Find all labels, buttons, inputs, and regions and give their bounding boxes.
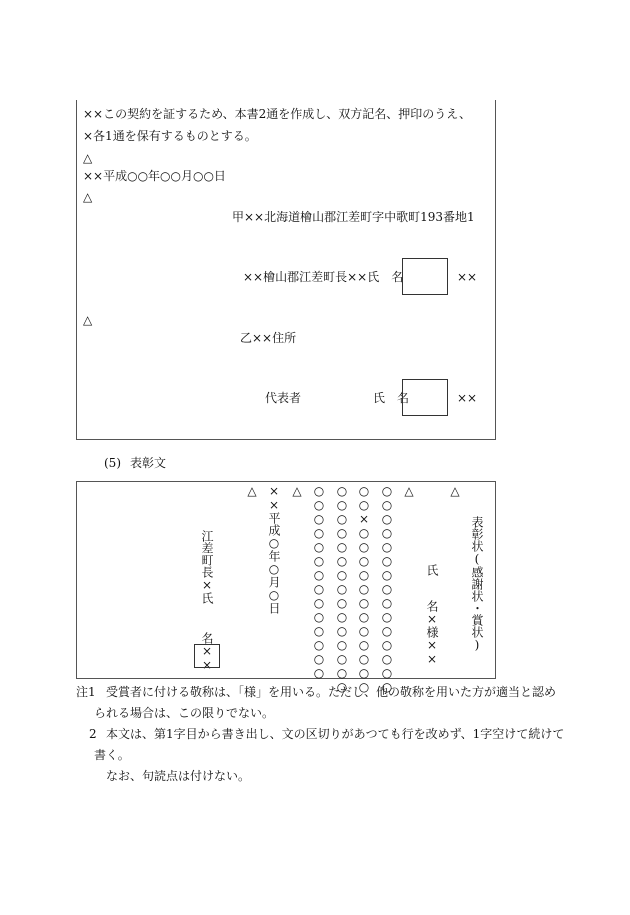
award-seal-box xyxy=(194,644,220,668)
note-2-line-1: 本文は、第1字目から書き出し、文の区切りがあつても行を改めず、1字空けて続けて xyxy=(106,727,565,741)
note-2-line-2: 書く。 xyxy=(94,748,130,762)
award-recipient: 氏 名×様×× xyxy=(425,564,439,666)
space-mark: △ xyxy=(83,151,93,165)
space-mark: △ xyxy=(83,190,93,204)
contract-date: ××平成○○年○○月○○日 xyxy=(83,169,226,183)
party-b-tail: ×× xyxy=(457,391,478,405)
award-title: 表彰状(感謝状・賞状) xyxy=(470,516,484,652)
award-space-mark: △ xyxy=(448,484,462,498)
section-number: (5) xyxy=(104,456,121,470)
note-1-line-2: られる場合は、この限りでない。 xyxy=(94,706,275,720)
note-1-label: 注1 xyxy=(76,685,96,699)
note-1-line-1: 受賞者に付ける敬称は、「様」を用いる。ただし、他の敬称を用いた方が適当と認め xyxy=(106,685,557,699)
award-body-column: ○○○○○○○○○○○○○○ xyxy=(312,484,326,680)
award-body-column: ○○×○○○○○○○○○○○○ xyxy=(357,484,371,694)
seal-box xyxy=(402,379,448,416)
contract-line-1: ××この契約を証するため、本書2通を作成し、双方記名、押印のうえ、 xyxy=(83,107,471,121)
award-seal-name: 名×× xyxy=(200,632,214,672)
seal-box xyxy=(402,258,448,295)
name-label: 氏 名 xyxy=(373,391,410,405)
contract-line-2: ×各1通を保有するものとする。 xyxy=(83,129,257,143)
party-a-address: 甲××北海道檜山郡江差町字中歌町193番地1 xyxy=(232,210,475,224)
party-a-tail: ×× xyxy=(457,270,478,284)
section-title: 表彰文 xyxy=(130,456,167,470)
award-body-column: ○○○○○○○○○○○○○○○ xyxy=(380,484,394,694)
award-space-mark: △ xyxy=(245,484,259,498)
space-mark: △ xyxy=(83,313,93,327)
note-2-line-3: なお、句読点は付けない。 xyxy=(106,769,251,783)
award-space-mark: △ xyxy=(402,484,416,498)
representative-label: 代表者 xyxy=(265,391,302,405)
award-body-column: ○○○○○○○○○○○○○○○ xyxy=(335,484,349,694)
award-issuer: 江差町長×氏 xyxy=(200,530,214,604)
party-a-name: ××檜山郡江差町長××氏 名 xyxy=(243,270,404,284)
party-b-address: 乙××住所 xyxy=(240,331,297,345)
note-2-label: 2 xyxy=(89,727,97,741)
award-date: ××平成○年○月○日 xyxy=(267,484,281,614)
award-space-mark: △ xyxy=(290,484,304,498)
